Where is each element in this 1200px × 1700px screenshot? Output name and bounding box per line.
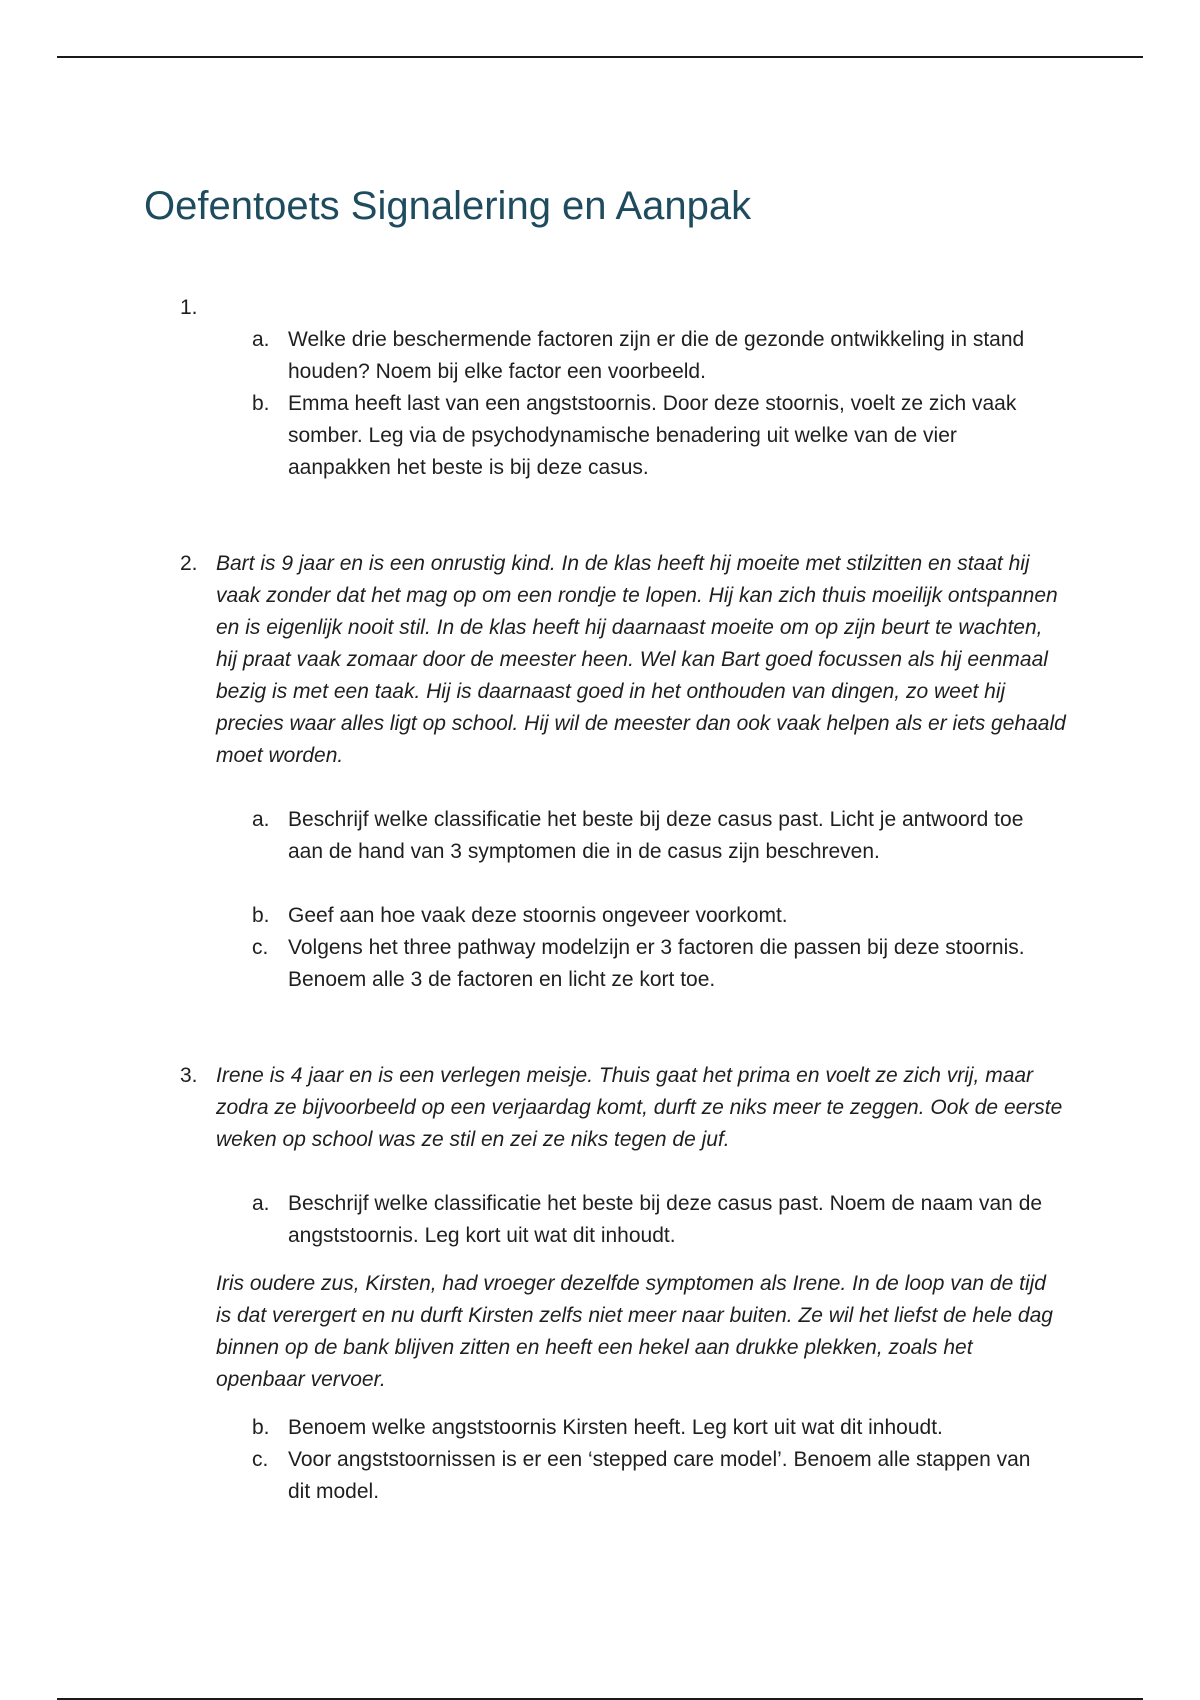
- question-3b-letter: b.: [252, 1416, 270, 1439]
- question-3-number-wrap: [180, 1060, 216, 1092]
- question-2-number: 2.: [180, 552, 198, 575]
- question-3b: [252, 1412, 1052, 1444]
- question-3-number: 3.: [180, 1064, 198, 1087]
- page-title: Oefentoets Signalering en Aanpak: [144, 184, 752, 228]
- question-3a-letter: a.: [252, 1192, 270, 1215]
- question-3c-text: Voor angststoornissen is er een ‘stepped care model’. Benoem alle stappen van dit model.: [288, 1448, 1031, 1503]
- question-3-case: Irene is 4 jaar en is een verlegen meisje. Thuis gaat het prima en voelt ze zich vrij, maar zodra ze bijvoorbeeld op een verjaardag komt, durft ze niks meer te zeggen. Ook de eerste weken op school was ze stil en zei ze niks tegen de juf.: [216, 1064, 1063, 1151]
- question-3a-text: Beschrijf welke classificatie het beste bij deze casus past. Noem de naam van de angststoornis. Leg kort uit wat dit inhoudt.: [288, 1192, 1043, 1247]
- question-1a-letter: a.: [252, 328, 270, 351]
- question-3c-letter: c.: [252, 1448, 269, 1471]
- question-2c: [252, 932, 1052, 996]
- question-1a: [252, 324, 1052, 388]
- question-1b-text: Emma heeft last van een angststoornis. Door deze stoornis, voelt ze zich vaak somber. Leg via de psychodynamische benadering uit welke van de vier aanpakken het beste is bij deze casus.: [288, 392, 1017, 479]
- question-1b-letter: b.: [252, 392, 270, 415]
- question-2b-letter: b.: [252, 904, 270, 927]
- question-2a-letter: a.: [252, 808, 270, 831]
- question-2b-text: Geef aan hoe vaak deze stoornis ongeveer voorkomt.: [288, 904, 788, 927]
- question-3b-text: Benoem welke angststoornis Kirsten heeft. Leg kort uit wat dit inhoudt.: [288, 1416, 943, 1439]
- question-3c: [252, 1444, 1052, 1508]
- question-3-case-2: Iris oudere zus, Kirsten, had vroeger dezelfde symptomen als Irene. In de loop van de tijd is dat verergert en nu durft Kirsten zelfs niet meer naar buiten. Ze wil het liefst de hele dag binnen op de bank blijven zitten en heeft een hekel aan drukke plekken, zoals het openbaar vervoer.: [216, 1272, 1053, 1391]
- question-2c-letter: c.: [252, 936, 269, 959]
- header-rule: [57, 56, 1143, 58]
- question-1a-text: Welke drie beschermende factoren zijn er die de gezonde ontwikkeling in stand houden? Noem bij elke factor een voorbeeld.: [288, 328, 1025, 383]
- question-2a: [252, 804, 1052, 900]
- question-2a-text: Beschrijf welke classificatie het beste bij deze casus past. Licht je antwoord toe aan de hand van 3 symptomen die in de casus zijn beschreven.: [288, 808, 1024, 863]
- question-2-number-wrap: [180, 548, 216, 580]
- question-2-case: Bart is 9 jaar en is een onrustig kind. In de klas heeft hij moeite met stilzitten en staat hij vaak zonder dat het mag op om een rondje te lopen. Hij kan zich thuis moeilijk ontspannen en is eigenlijk nooit stil. In de klas heeft hij daarnaast moeite om op zijn beurt te wachten, hij praat vaak zomaar door de meester heen. Wel kan Bart goed focussen als hij eenmaal bezig is met een taak. Hij is daarnaast goed in het onthouden van dingen, zo weet hij precies waar alles ligt op school. Hij wil de meester dan ook vaak helpen als er iets gehaald moet worden.: [216, 552, 1066, 767]
- question-1-number-wrap: [180, 292, 220, 324]
- question-1-number: 1.: [180, 296, 198, 319]
- question-3a: [252, 1188, 1052, 1252]
- question-1b: [252, 388, 1052, 484]
- question-2c-text: Volgens het three pathway modelzijn er 3 factoren die passen bij deze stoornis. Benoem alle 3 de factoren en licht ze kort toe.: [288, 936, 1025, 991]
- question-2b: [252, 900, 1052, 932]
